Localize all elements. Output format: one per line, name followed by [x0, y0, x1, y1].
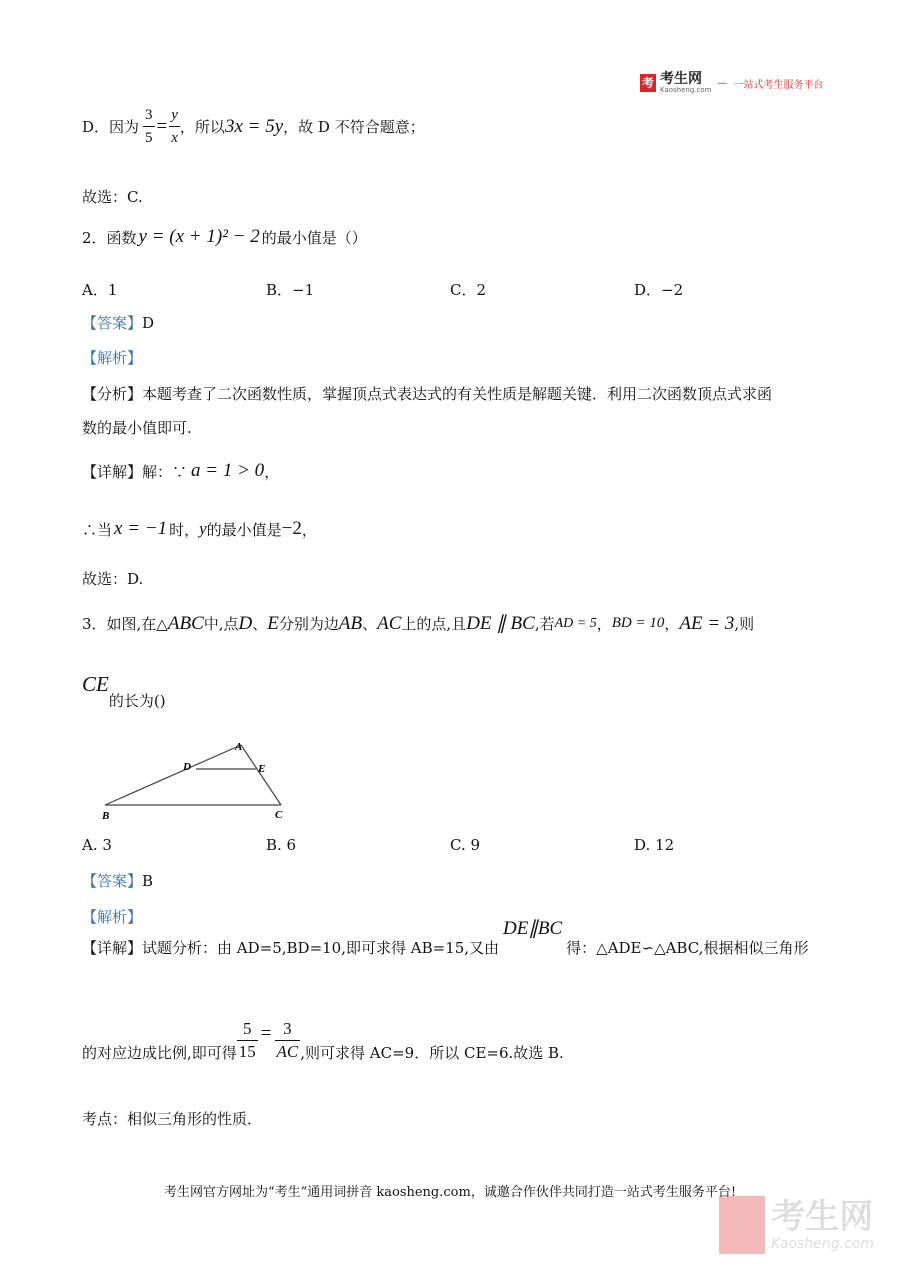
fraction-5-15 [237, 1018, 258, 1063]
text: 3．如图,在△ [82, 615, 168, 633]
text: ∴当 [82, 520, 113, 539]
answer-value: D [142, 314, 155, 332]
side-ab [105, 745, 241, 805]
text: 的长为() [108, 692, 166, 710]
text: ，所以 [179, 118, 225, 136]
math: 3x = 5y [224, 115, 284, 137]
label-c: C [275, 809, 283, 821]
header-slogan: 一站式考生服务平台 [733, 79, 824, 91]
label-e: E [258, 763, 266, 775]
q2-option-b: B．−1 [266, 281, 315, 299]
math: E [267, 612, 279, 634]
text: ， [664, 615, 680, 633]
math: ABC [167, 612, 204, 634]
text: ， [301, 520, 317, 539]
math: AE = 3 [679, 612, 735, 634]
text: 上的点,且 [401, 615, 467, 633]
header-logo [640, 72, 824, 94]
fraction-y-x [169, 104, 180, 149]
eq: = [260, 1023, 272, 1044]
text: 2．函数 [82, 228, 137, 247]
text: ,则可求得 AC=9．所以 CE=6.故选 B. [300, 1044, 564, 1062]
watermark-name: 考生网 [771, 1197, 874, 1237]
q2-choose: 故选：D. [82, 570, 144, 588]
math: AC [377, 612, 402, 634]
text: ,若 [534, 615, 555, 633]
frac-den: 15 [238, 1042, 256, 1061]
fraction-3-ac [275, 1018, 301, 1063]
side-ac [241, 745, 281, 805]
q3-stem-line2 [82, 672, 166, 710]
text: 得：△ADE∽△ABC,根据相似三角形 [566, 939, 809, 957]
text: 、 [362, 615, 378, 633]
q2-fenxi-line2: 数的最小值即可. [82, 419, 192, 437]
math: CE [82, 672, 109, 696]
frac-num: 3 [143, 104, 155, 127]
frac-den: x [171, 130, 178, 146]
math: BD = 10 [611, 615, 665, 631]
math: x = −1 [114, 518, 168, 539]
eq: = [156, 115, 168, 137]
text: ，故 D 不符合题意； [283, 118, 425, 136]
label-b: B [102, 810, 110, 822]
text: 分别为边 [278, 615, 339, 633]
q3-option-c: C. 9 [450, 836, 481, 854]
math: DE ∥ BC [466, 613, 535, 634]
math: D [238, 612, 253, 634]
math: AB [338, 612, 363, 634]
footer-text: 考生网官方网址为“考生”通用词拼音 kaosheng.com，诚邀合作伙伴共同打造一站式考生服务平台! [163, 1185, 737, 1200]
text: 的最小值是（） [261, 228, 367, 247]
text: ,则 [734, 615, 755, 633]
q3-detail [82, 918, 809, 958]
fraction-3-5 [143, 104, 155, 149]
math: −2 [281, 518, 302, 539]
label-a: A [235, 741, 243, 753]
prev-choose: 故选：C. [82, 188, 143, 206]
answer-value: B [142, 872, 154, 890]
math: DE∥BC [503, 918, 563, 939]
text: D．因为 [82, 118, 140, 136]
logo-mark-icon: 考 [641, 76, 654, 90]
detail-tag: 【详解】 [82, 939, 143, 957]
text: 时， [169, 520, 200, 539]
watermark-url: Kaosheng.com [771, 1236, 874, 1252]
text: ， [264, 462, 280, 481]
q2-detail-line2 [82, 518, 317, 540]
math: a = 1 > 0 [191, 460, 265, 481]
q3-stem [82, 612, 754, 635]
frac-num: y [169, 104, 180, 127]
q3-option-a: A. 3 [82, 836, 112, 854]
text: 中,点 [203, 615, 239, 633]
frac-num: 5 [237, 1018, 258, 1041]
q3-kaodian: 考点：相似三角形的性质． [82, 1110, 263, 1128]
label-d: D [183, 761, 191, 773]
q2-detail [82, 460, 279, 482]
text: 本题考查了二次函数性质，掌握顶点式表达式的有关性质是解题关键．利用二次函数顶点式求函 [142, 385, 773, 403]
q2-option-a: A．1 [82, 281, 118, 299]
answer-tag: 【答案】 [82, 314, 143, 332]
text: 、 [252, 615, 268, 633]
formula: y = (x + 1)² − 2 [138, 226, 260, 247]
math: AD = 5 [554, 615, 597, 631]
triangle-figure [95, 735, 305, 825]
q3-answer [82, 870, 153, 891]
text: 的对应边成比例,即可得 [82, 1044, 237, 1062]
fenxi-tag: 【分析】 [82, 385, 143, 403]
frac-den: 5 [145, 130, 153, 146]
watermark [719, 1196, 874, 1254]
q2-fenxi-line1 [82, 383, 772, 404]
logo-name: 考生网 [660, 71, 702, 87]
text: 解：∵ [142, 462, 188, 481]
var-y: y [199, 519, 207, 538]
frac-den: AC [276, 1042, 299, 1061]
logo-divider: — [717, 77, 728, 89]
q2-answer [82, 312, 154, 333]
text: ， [596, 615, 612, 633]
frac-num: 3 [275, 1018, 301, 1041]
watermark-logo-icon [719, 1196, 765, 1254]
logo-url: Kaosheng.com [660, 86, 712, 94]
prev-option-d [82, 104, 425, 149]
text: 的最小值是 [206, 520, 282, 539]
text: 试题分析：由 AD=5,BD=10,即可求得 AB=15,又由 [142, 939, 500, 957]
q3-detail-line2 [82, 1018, 564, 1063]
q2-analysis-tag: 【解析】 [82, 349, 143, 367]
q2-option-c: C．2 [450, 281, 487, 299]
q3-option-b: B. 6 [266, 836, 297, 854]
q3-option-d: D. 12 [634, 836, 675, 854]
answer-tag: 【答案】 [82, 872, 143, 890]
q3-analysis-tag: 【解析】 [82, 908, 143, 926]
q2-stem [82, 226, 367, 248]
detail-tag: 【详解】 [82, 462, 143, 481]
q2-option-d: D．−2 [634, 281, 684, 299]
